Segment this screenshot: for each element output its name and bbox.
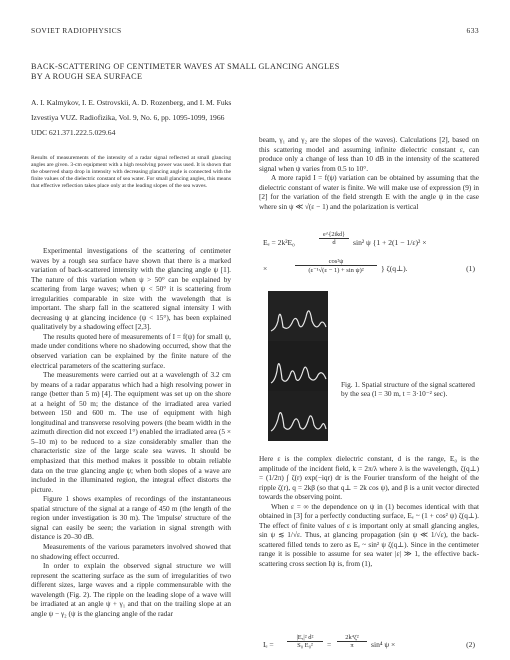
paragraph: Experimental investigations of the scattering of centimeter waves by a rough sea surface have shown that there is a marked variation of back-scattered intensity with the glancing angle ψ [1]. The nature of this variation when ψ > 50° can be explained by scattering from large waves; when ψ < 50° it is scattering from irregularities comparable in size with the wavelength that is important. The sharp fall in the scattered signal intensity I with decreasing ψ at glancing incidence (ψ < 15°), has been explained qualitatively by a shadowing effect [2,3].: [31, 246, 231, 332]
paragraph: The measurements were carried out at a wavelength of 3.2 cm by means of a radar apparatus which had a high resolving power in range (better than 5 m) [4]. The equipment was set up on the shore at a height of 50 m; the distance of the irradiated area varied between 150 and 600 m. The use of equipment with high longitudinal and transverse resolving powers (the beam width in the azimuth direction did not exceed 1°) enabled the irradiated area (5 × 5–10 m) to be reduced to a size considerably smaller than the characteristic size of the large scale sea waves. It should be emphasized that this method makes it possible to obtain reliable data on the true glancing angle ψ; when both slopes of a wave are included in the illuminated region, the integral effect distorts the picture.: [31, 370, 231, 494]
title-line-2: BY A ROUGH SEA SURFACE: [31, 72, 143, 81]
equation-2: Iₑ = |Eₑ|² d² S₀ E₀² = 2k⁴ζ² π sin⁴ ψ × (2): [263, 634, 475, 649]
figure-1-caption: Fig. 1. Spatial structure of the signal scattered by the sea (l = 30 m, t = 3·10⁻² sec).: [341, 380, 475, 399]
paragraph: Figure 1 shows examples of recordings of the instantaneous spatial structure of the signal at a range of 450 m (the length of the region under investigation is 30 m). The 'impulse' structure of the signal can easily be seen; the variation in signal strength with distance is 20–30 dB.: [31, 494, 231, 542]
paragraph: Measurements of the various parameters involved showed that no shadowing effect occurred.: [31, 541, 231, 561]
oscillogram-traces: [268, 291, 328, 441]
right-column-bottom: [259, 454, 479, 569]
equation-number: (1): [466, 264, 475, 273]
authors: A. I. Kalmykov, I. E. Ostrovskii, A. D. Rozenberg, and I. M. Fuks: [31, 98, 232, 107]
running-header: SOVIET RADIOPHYSICS: [31, 26, 122, 35]
figure-1-image: [268, 291, 328, 441]
udc-code: UDC 621.371.222.5.029.64: [31, 128, 116, 137]
page-number: 633: [466, 26, 479, 35]
paragraph: A more rapid I = f(ψ) variation can be obtained by assuming that the dielectric constant of water is finite. We will make use of expression (9) in [2] for the variation of the field strength E with the angle ψ in the case where sin ψ ≪ √(ε − 1) and the polarization is vertical: [259, 173, 479, 211]
paragraph: When ε = ∞ the dependence on ψ in (1) becomes identical with that obtained in [3] for a perfectly conducting surface, Eₑ ~ (1 + cos² ψ) ζ(q⊥). The effect of finite values of ε is important only at small glancing angles, sin ψ ≲ 1/√ε. Thus, at glancing propagation (sin ψ ≪ 1/√ε), the back-scattered filled tends to zero as Eₑ ~ sin² ψ ζ(q⊥). Since in the centimeter range it is possible to assume for sea water |ε| ≫ 1, the effective back-scattering cross section Iψ is, from (1),: [259, 501, 479, 569]
paragraph: Here ε is the complex dielectric constant, d is the range, E₀ is the amplitude of the incident field, k = 2π/λ where λ is the wavelength, ζ(q⊥) = (1/2π) ∫ ζ(r) exp(−iqr) dr is the Fourier transform of the height of the ripple ζ(r), q = 2kβ (so that q⊥ = 2k cos ψ), and β is a unit vector directed towards the observing point.: [259, 454, 479, 502]
title-line-1: BACK-SCATTERING OF CENTIMETER WAVES AT SMALL GLANCING ANGLES: [31, 62, 340, 71]
left-column: [31, 246, 231, 618]
paragraph: beam, γ₁ and γ₂ are the slopes of the waves). Calculations [2], based on this scattering model and assuming infinite dielectric constant ε, can produce only a change of less than 10 dB in the intensity of the scattered signal when ψ varies from 0.5 to 10°.: [259, 135, 479, 173]
right-column-top: [259, 135, 479, 211]
equation-1-line-2: × cos²ψ (ε⁻¹√(ε − 1) + sin ψ)² } ζ(q⊥). (1): [263, 258, 475, 274]
journal-reference: Izvestiya VUZ. Radiofizika, Vol. 9, No. 6, pp. 1095-1099, 1966: [31, 113, 225, 122]
equation-1-line-1: Eₑ = 2k²E₀ e^{2ikd} d sin² ψ {1 + 2(1 − 1/ε)² ×: [263, 232, 427, 247]
paragraph: In order to explain the observed signal structure we will represent the scattering surface as the sum of irregularities of two different sizes, large waves and a ripple commensurable with the wavelength (Fig. 2). The ripple on the leading slope of a wave will be irradiated at an angle ψ + γ₁ and that on the trailing slope at an angle ψ − γ₂ (ψ is the glancing angle of the radar: [31, 561, 231, 618]
abstract: Results of measurements of the intensity of a radar signal reflected at small glancing angles are given. 3-cm equipment with a high resolving power was used. It is shown that the observed sharp drop in intensity with decreasing glancing angle is connected with the finite values of the dielectric constant of sea water. For small glancing angles, this means that effective reflection takes place only at the leading slopes of the sea waves.: [31, 155, 231, 189]
equation-number: (2): [466, 640, 475, 649]
paragraph: The results quoted here of measurements of I = f(ψ) for small ψ, made under conditions where no shadowing occurred, show that the observed variation can be explained by the finite nature of the electrical parameters of the scattering surface.: [31, 331, 231, 370]
article-title: [31, 62, 340, 82]
